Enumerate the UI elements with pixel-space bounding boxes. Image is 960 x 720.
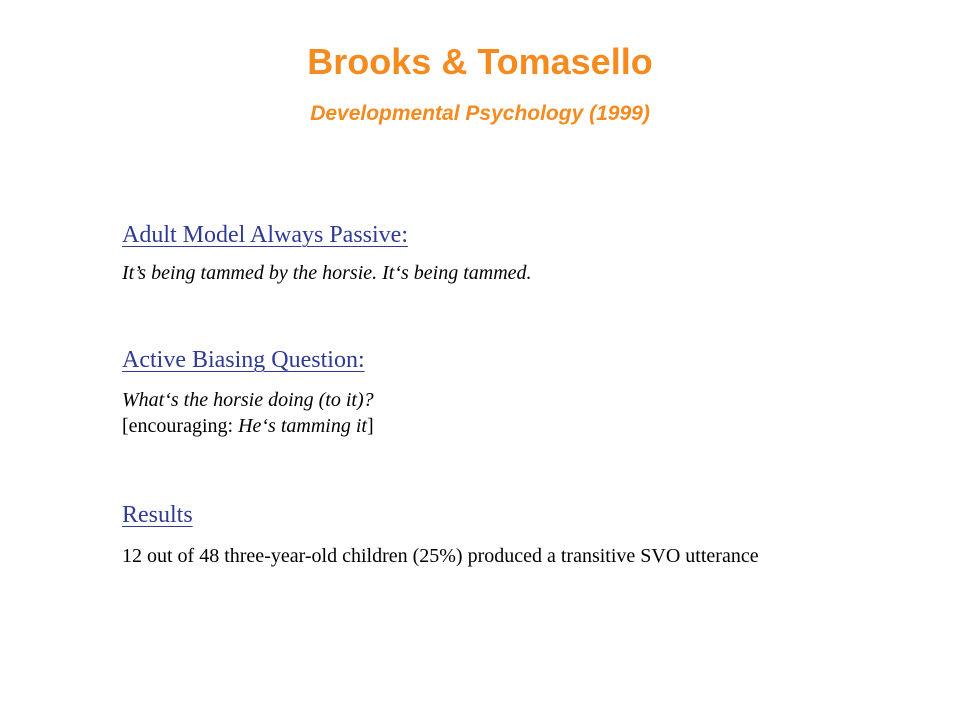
section-text: What‘s the horsie doing (to it)? — [122, 389, 374, 411]
section-heading: Active Biasing Question: — [122, 347, 365, 373]
section-text: 12 out of 48 three-year-old children (25%) produced a transitive SVO utterance — [122, 545, 759, 567]
slide-title: Brooks & Tomasello — [307, 41, 653, 82]
section-adult-model — [122, 220, 922, 286]
encouraging-example: He‘s tamming it — [238, 415, 367, 437]
section-heading: Adult Model Always Passive: — [122, 222, 408, 248]
section-heading: Results — [122, 502, 193, 528]
bracket-suffix: ] — [366, 415, 374, 437]
bracket-prefix: [encouraging: — [122, 415, 239, 437]
section-active-biasing — [122, 345, 922, 439]
slide-subtitle: Developmental Psychology (1999) — [310, 102, 650, 125]
section-results — [122, 500, 922, 570]
section-text: It’s being tammed by the horsie. It‘s being tammed. — [122, 262, 532, 284]
section-text-encouraging — [122, 413, 922, 439]
